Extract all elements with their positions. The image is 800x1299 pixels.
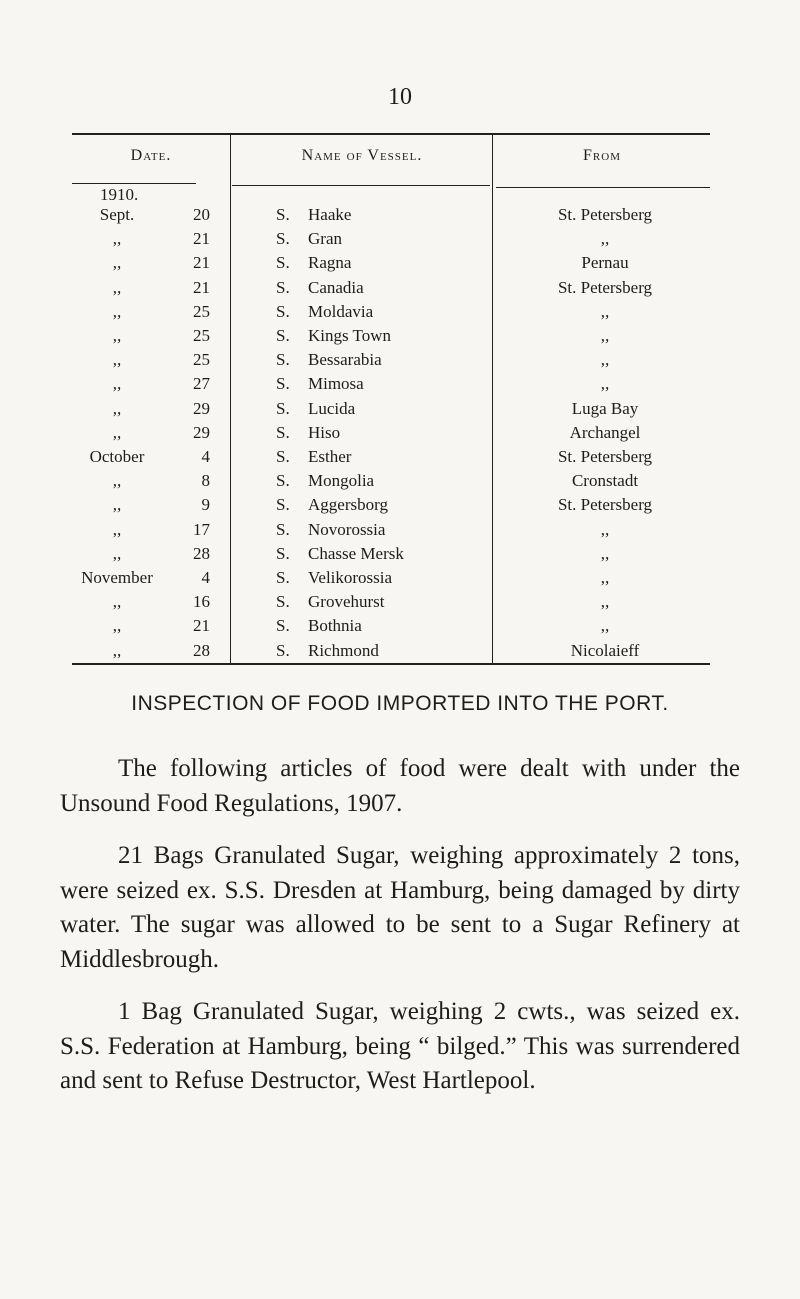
date-month: ,,	[112, 326, 122, 345]
from-port: Nicolaieff	[570, 640, 640, 660]
date-month: ,,	[112, 229, 122, 249]
vessel-prefix: S.	[276, 229, 290, 249]
date-month: ,,	[112, 398, 122, 418]
date-month: ,,	[112, 616, 122, 636]
page-number: 10	[388, 84, 412, 110]
vessel-name: Bessarabia	[308, 350, 382, 370]
paragraph: 1 Bag Granulated Sugar, weighing 2 cwts., was seized ex. S.S. Federation at Hamburg, being “ bilged.” This was surrendered and sent to Refuse Destructor, West Hartlepool.	[60, 998, 740, 1094]
date-month: ,,	[112, 374, 122, 394]
vessel-name: Bothnia	[308, 616, 362, 636]
vessel-name: Chasse Mersk	[308, 543, 404, 563]
date-month: ,,	[112, 640, 122, 660]
from-port: ,,	[600, 592, 610, 612]
date-month: ,,	[112, 277, 122, 297]
vessel-name: Canadia	[308, 277, 364, 297]
table-row	[72, 302, 710, 326]
date-month: ,,	[112, 471, 122, 491]
table-row	[72, 495, 710, 519]
date-day: 25	[193, 301, 210, 321]
from-port: ,,	[600, 350, 610, 370]
table-row	[72, 350, 710, 374]
from-port: ,,	[600, 229, 610, 249]
from-port: ,,	[600, 301, 610, 321]
date-day: 20	[193, 205, 210, 224]
vessel-name: Mongolia	[308, 471, 375, 491]
vessel-prefix: S.	[276, 205, 290, 224]
date-month: ,,	[112, 495, 122, 515]
vessel-name: Esther	[308, 447, 352, 466]
vessel-name: Ragna	[308, 253, 352, 273]
date-day: 28	[193, 543, 210, 563]
vessel-name: Kings Town	[308, 326, 392, 345]
vessel-prefix: S.	[276, 568, 290, 587]
body-text	[60, 752, 740, 1117]
date-month: ,,	[112, 350, 122, 370]
from-port: ,,	[600, 568, 610, 587]
from-port: ,,	[600, 543, 610, 563]
from-port: Cronstadt	[571, 471, 639, 491]
from-header-rule	[496, 187, 710, 188]
date-day: 21	[193, 616, 210, 636]
from-port: ,,	[600, 519, 610, 539]
date-day: 29	[193, 398, 210, 418]
vessel-prefix: S.	[276, 398, 290, 418]
date-month: ,,	[112, 519, 122, 539]
date-day: 25	[193, 350, 210, 370]
section-title: INSPECTION OF FOOD IMPORTED INTO THE PORT.	[131, 692, 669, 715]
vessel-name: Mimosa	[308, 374, 364, 394]
vessel-table	[72, 133, 710, 665]
date-day: 21	[193, 277, 210, 297]
date-day: 4	[201, 447, 210, 466]
from-port: ,,	[600, 374, 610, 394]
vessel-name: Moldavia	[308, 301, 374, 321]
header-date: Date.	[130, 147, 172, 164]
vessel-prefix: S.	[276, 592, 290, 612]
table-row	[72, 471, 710, 495]
date-day: 28	[193, 640, 210, 660]
date-month: October	[89, 447, 145, 466]
table-row	[72, 423, 710, 447]
table-row	[72, 253, 710, 277]
date-day: 27	[193, 374, 210, 394]
vessel-prefix: S.	[276, 253, 290, 273]
vessel-prefix: S.	[276, 277, 290, 297]
vessel-name: Richmond	[308, 640, 379, 660]
vessel-name: Gran	[308, 229, 342, 249]
vessel-prefix: S.	[276, 447, 290, 466]
date-day: 16	[193, 592, 210, 612]
date-header-rule	[72, 183, 196, 184]
from-port: Archangel	[569, 422, 641, 442]
table-row	[72, 568, 710, 592]
table-row	[72, 592, 710, 616]
vessel-prefix: S.	[276, 495, 290, 515]
date-day: 29	[193, 422, 210, 442]
vessel-prefix: S.	[276, 471, 290, 491]
header-from: From	[583, 147, 621, 164]
table-row	[72, 399, 710, 423]
vessel-name: Haake	[308, 205, 352, 224]
date-day: 8	[201, 471, 210, 491]
date-month: ,,	[112, 301, 122, 321]
paragraph: 21 Bags Granulated Sugar, weighing approximately 2 tons, were seized ex. S.S. Dresden at Hamburg, being damaged by dirty water. The sugar was allowed to be sent to a Sugar Refinery at Middlesbrough.	[60, 842, 740, 973]
table-row	[72, 641, 710, 665]
date-month: ,,	[112, 592, 122, 612]
table-row	[72, 447, 710, 471]
date-day: 21	[193, 253, 210, 273]
table-row	[72, 544, 710, 568]
date-month: ,,	[112, 422, 122, 442]
table-row	[72, 374, 710, 398]
paragraph: The following articles of food were dealt with under the Unsound Food Regulations, 1907.	[60, 755, 740, 817]
from-port: Pernau	[581, 253, 629, 273]
vessel-name: Velikorossia	[308, 568, 393, 587]
date-month: ,,	[112, 253, 122, 273]
vessel-prefix: S.	[276, 640, 290, 660]
table-row	[72, 205, 710, 229]
vessel-prefix: S.	[276, 543, 290, 563]
from-port: St. Petersberg	[557, 495, 653, 515]
date-month: ,,	[112, 543, 122, 563]
vessel-name: Hiso	[308, 422, 341, 442]
date-day: 21	[193, 229, 210, 249]
vessel-prefix: S.	[276, 326, 290, 345]
vessel-prefix: S.	[276, 301, 290, 321]
date-day: 4	[201, 568, 210, 587]
vessel-prefix: S.	[276, 422, 290, 442]
from-port: St. Petersberg	[557, 447, 653, 466]
from-port: ,,	[600, 616, 610, 636]
table-row	[72, 326, 710, 350]
vessel-prefix: S.	[276, 519, 290, 539]
vessel-name: Lucida	[308, 398, 356, 418]
vessel-prefix: S.	[276, 616, 290, 636]
date-month: November	[81, 568, 153, 587]
vessel-prefix: S.	[276, 350, 290, 370]
table-row	[72, 520, 710, 544]
header-vessel: Name of Vessel.	[301, 147, 423, 164]
date-day: 25	[193, 326, 210, 345]
from-port: St. Petersberg	[557, 205, 653, 224]
table-row	[72, 278, 710, 302]
vessel-header-rule	[232, 185, 490, 186]
date-day: 9	[201, 495, 210, 515]
year-label: 1910.	[100, 185, 139, 204]
table-row	[72, 616, 710, 640]
vessel-prefix: S.	[276, 374, 290, 394]
from-port: St. Petersberg	[557, 277, 653, 297]
table-top-rule	[72, 133, 710, 135]
date-month: Sept.	[99, 205, 135, 224]
vessel-name: Novorossia	[308, 519, 386, 539]
from-port: ,,	[600, 326, 610, 345]
date-day: 17	[193, 519, 210, 539]
table-row	[72, 229, 710, 253]
vessel-name: Grovehurst	[308, 592, 385, 612]
from-port: Luga Bay	[571, 398, 639, 418]
vessel-name: Aggersborg	[308, 495, 388, 515]
